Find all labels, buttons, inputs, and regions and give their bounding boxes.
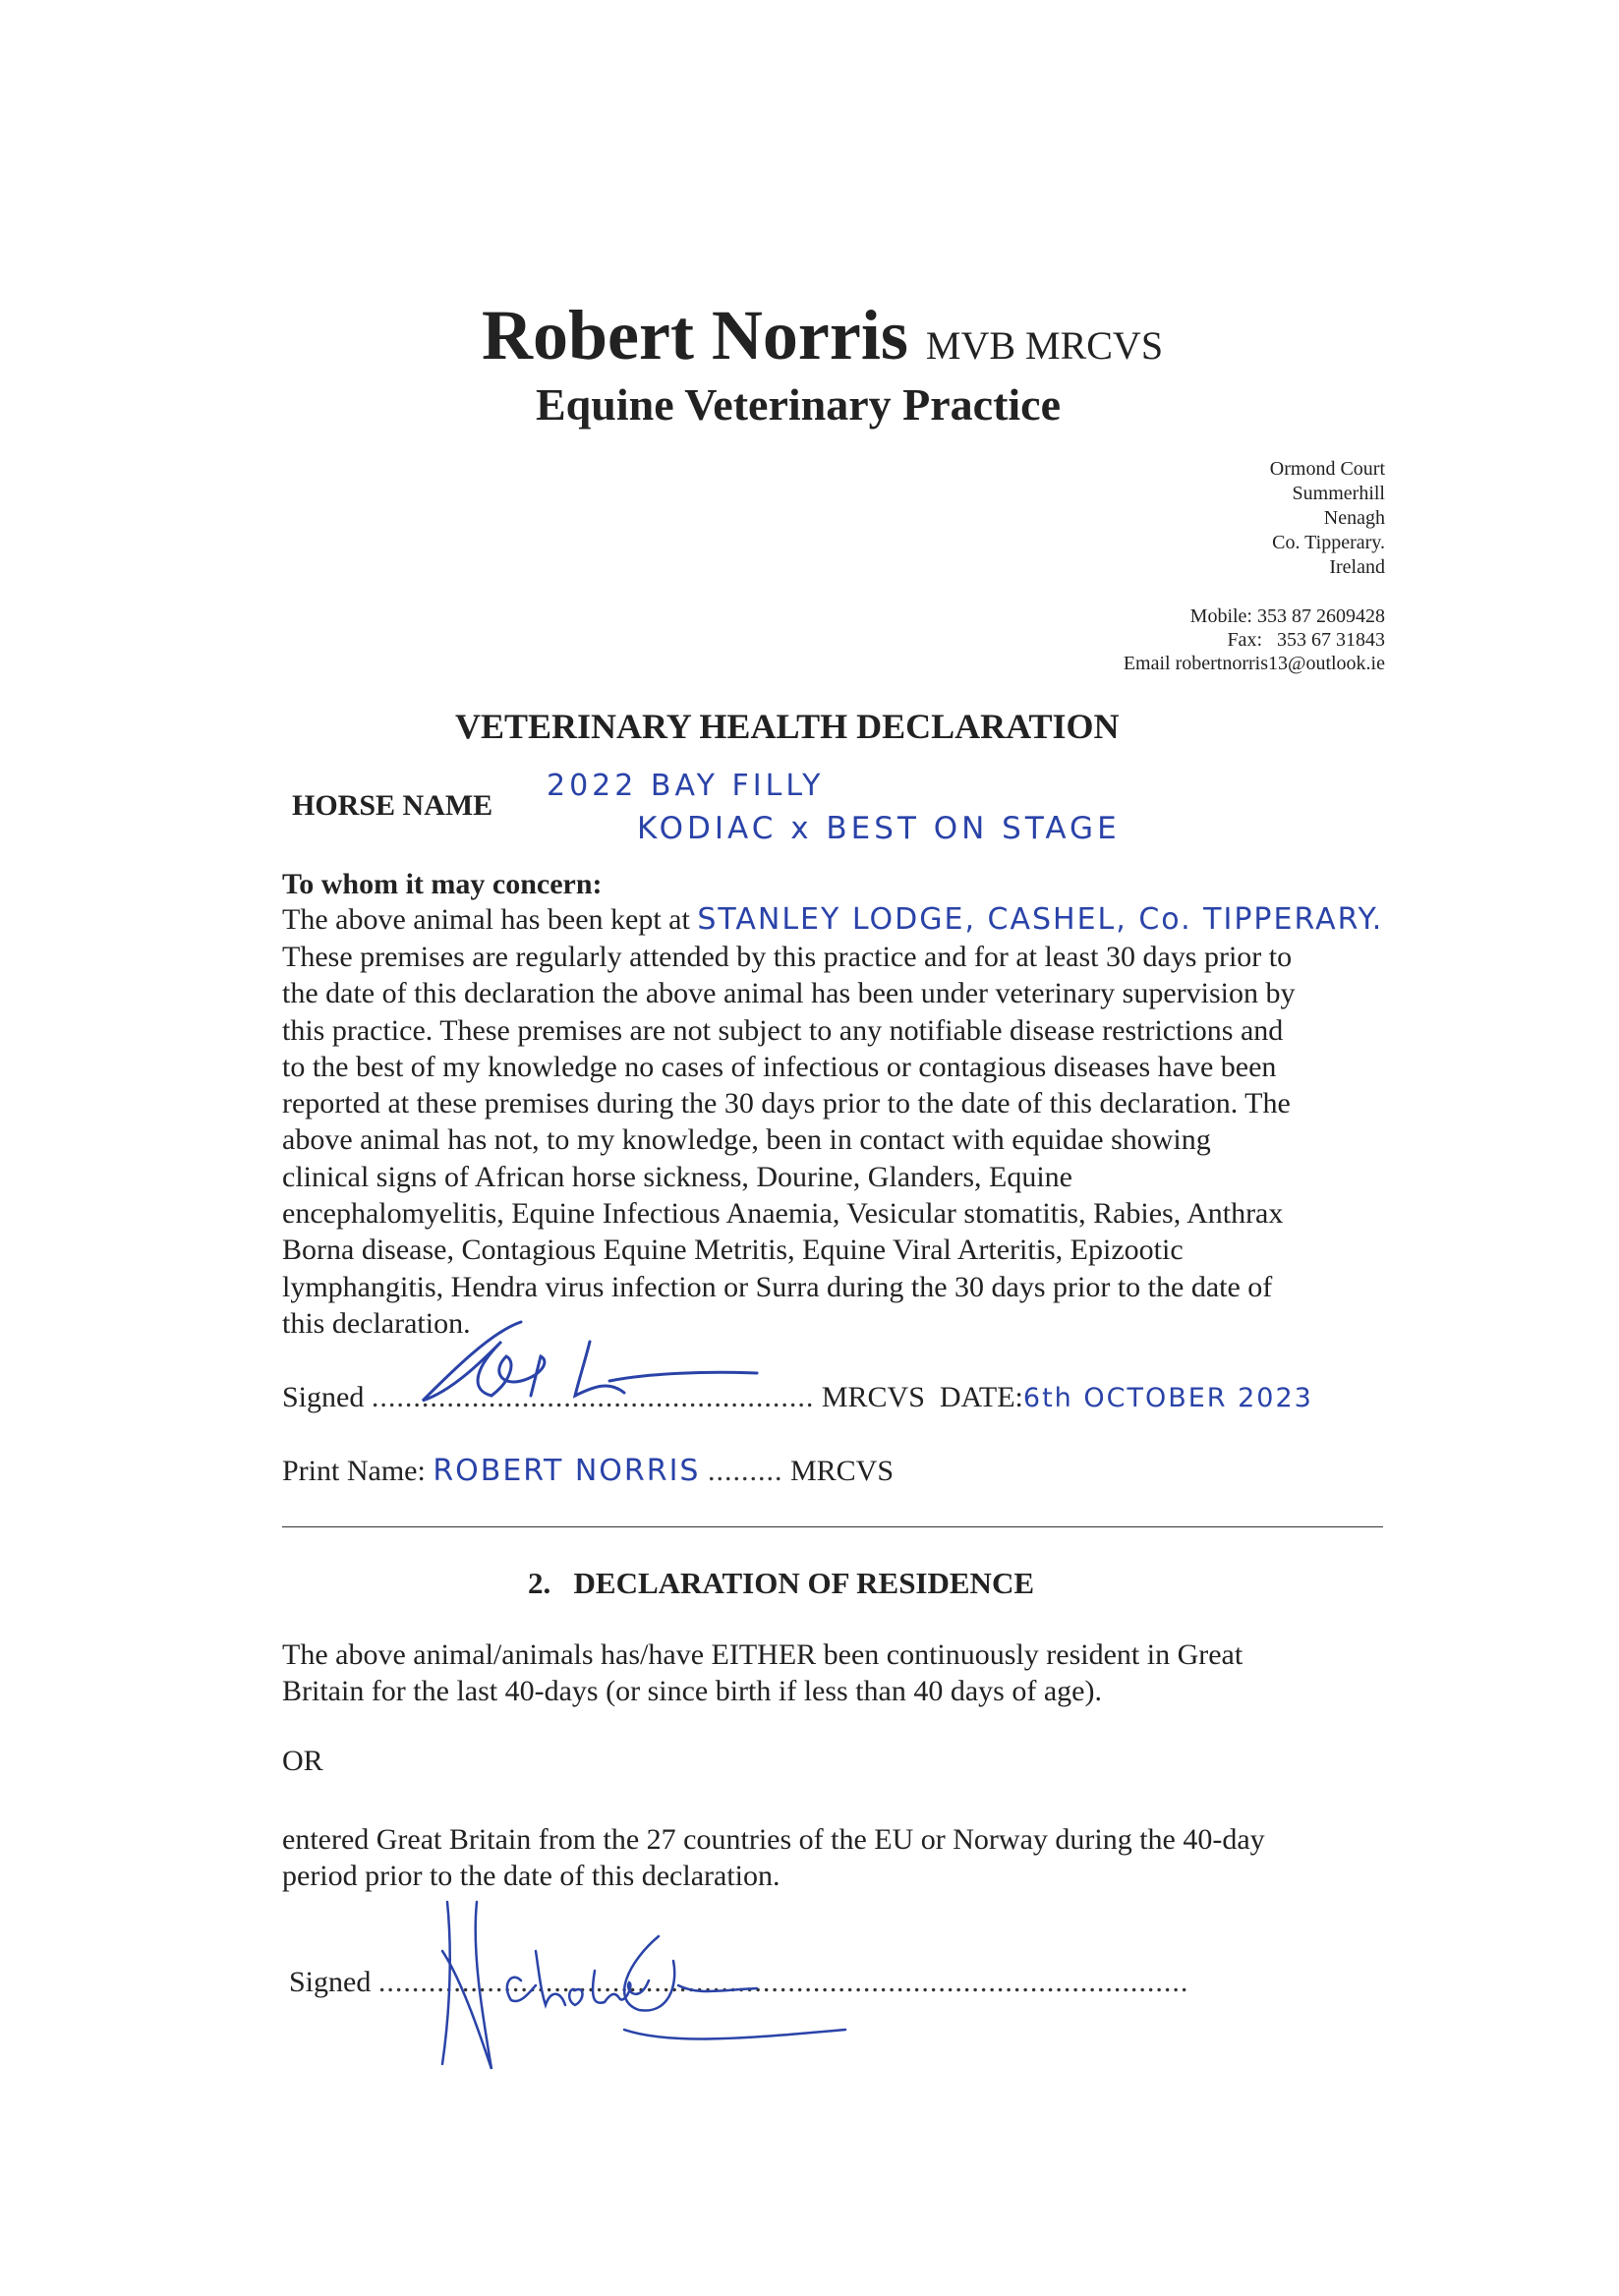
residence-or: OR [282,1745,323,1777]
email-address: Email robertnorris13@outlook.ie [1123,653,1385,674]
signature-dots: ..................................................... [371,1381,815,1413]
body-line: to the best of my knowledge no cases of infectious or contagious diseases have been [282,1050,1277,1083]
practitioner-name-text: Robert Norris [482,296,908,374]
practice-name: Equine Veterinary Practice [536,379,1062,430]
contact-details [1124,604,1385,675]
date-label: DATE: [939,1381,1023,1413]
kept-at-value: STANLEY LODGE, CASHEL, Co. TIPPERARY. [697,902,1384,937]
mrcvs-suffix: MRCVS [821,1381,925,1413]
kept-at-prefix: The above animal has been kept at [282,903,698,936]
body-line: These premises are regularly attended by this practice and for at least 30 days prior to [282,941,1293,973]
address-line: Ireland [1329,556,1385,578]
body-line: clinical signs of African horse sickness, Dourine, Glanders, Equine [282,1160,1072,1193]
practitioner-name [482,295,1163,376]
residence-line: entered Great Britain from the 27 countries of the EU or Norway during the 40-day [282,1823,1265,1856]
mobile-number: Mobile: 353 87 2609428 [1189,605,1385,627]
body-line: this practice. These premises are not subject to any notifiable disease restrictions and [282,1013,1284,1047]
residence-line: period prior to the date of this declaration. [282,1860,781,1893]
vet-signature [413,1302,767,1410]
declaration-body [282,939,1383,1342]
residence-title: 2. DECLARATION OF RESIDENCE [528,1566,1035,1600]
body-line: above animal has not, to my knowledge, been in contact with equidae showing [282,1123,1211,1157]
declaration-title: VETERINARY HEALTH DECLARATION [455,707,1120,746]
body-line: lymphangitis, Hendra virus infection or Surra during the 30 days prior to the date of [282,1270,1273,1303]
fax-number: Fax: 353 67 31843 [1227,629,1385,651]
horse-name-label: HORSE NAME [292,789,493,822]
residence-line: Britain for the last 40-days (or since birth if less than 40 days of age). [282,1675,1102,1708]
body-line: reported at these premises during the 30 days prior to the date of this declaration. The [282,1087,1291,1120]
signature-dots: ................................................................................................. [377,1966,1189,1998]
qualifications: MVB MRCVS [925,323,1164,368]
print-name-row [282,1453,1383,1489]
body-line: Borna disease, Contagious Equine Metritis, Equine Viral Arteritis, Epizootic [282,1234,1184,1267]
body-line: encephalomyelitis, Equine Infectious Anaemia, Vesicular stomatitis, Rabies, Anthrax [282,1197,1284,1231]
practice-address [1270,457,1385,580]
signed-label: Signed [289,1966,372,1998]
date-value: 6th OCTOBER 2023 [1022,1383,1313,1413]
residence-para-2 [282,1821,1383,1895]
salutation: To whom it may concern: [282,868,603,900]
address-line: Co. Tipperary. [1272,532,1385,553]
kept-at-line [282,901,1511,938]
print-name-value: ROBERT NORRIS [433,1454,701,1488]
address-line: Nenagh [1323,507,1385,529]
residence-para-1 [282,1636,1383,1710]
horse-name-line-1: 2022 BAY FILLY [547,769,825,803]
body-line: the date of this declaration the above animal has been under veterinary supervision by [282,977,1296,1010]
address-line: Summerhill [1292,483,1385,504]
horse-name-line-2: KODIAC x BEST ON STAGE [637,811,1121,846]
residence-signature [423,1892,855,2079]
print-name-label: Print Name: [282,1455,426,1487]
signed-label: Signed [282,1381,365,1413]
section-divider [282,1526,1383,1527]
print-name-dots: ......... [707,1455,783,1487]
residence-line: The above animal/animals has/have EITHER been continuously resident in Great [282,1638,1243,1671]
address-line: Ormond Court [1269,458,1385,480]
print-name-mrcvs: MRCVS [789,1455,895,1487]
body-line: this declaration. [282,1306,471,1340]
